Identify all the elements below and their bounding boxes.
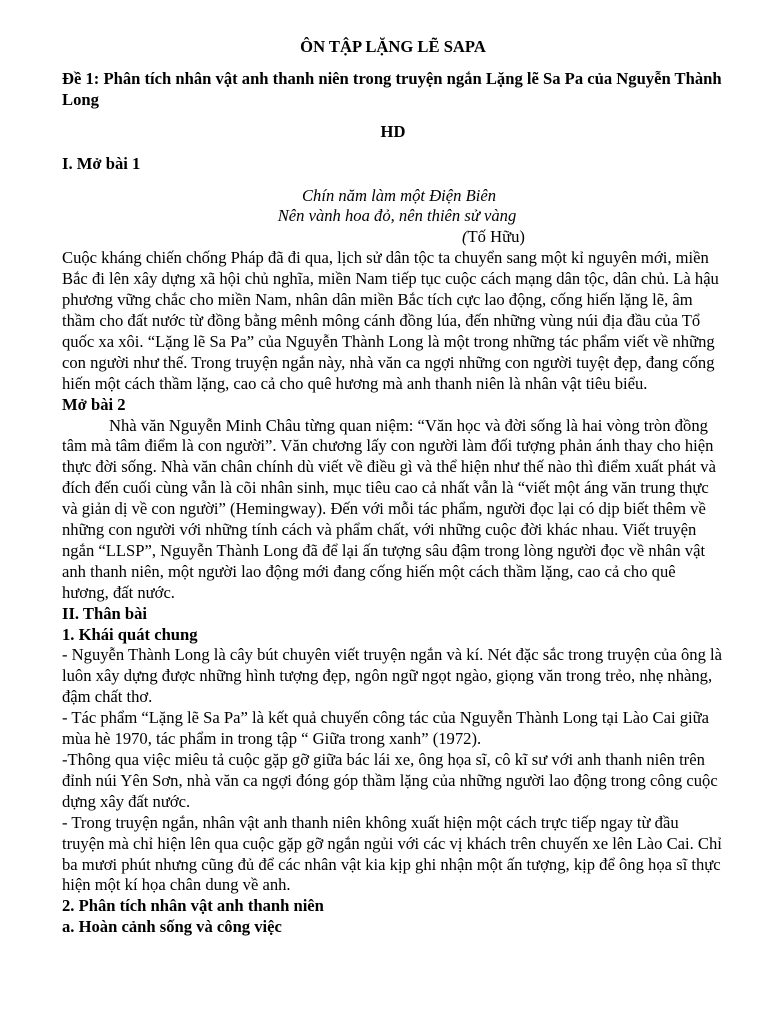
bullet-paragraph-1: - Nguyễn Thành Long là cây bút chuyên viết truyện ngắn và kí. Nét đặc sắc trong truyện của ông là luôn xây dựng được những hình tượng đẹp, ngôn ngữ ngọt ngào, giọng văn trong trẻo, nhẹ nhàng, đậm chất thơ. — [62, 645, 723, 707]
section-phan-tich-nhan-vat: 2. Phân tích nhân vật anh thanh niên — [62, 896, 324, 916]
poem-author — [62, 227, 724, 248]
hd-heading: HD — [380, 121, 406, 141]
section-khai-quat-chung: 1. Khái quát chung — [62, 624, 198, 644]
section-hoan-canh: a. Hoàn cảnh sống và công việc — [62, 917, 282, 937]
bullet-paragraph-2: - Tác phẩm “Lặng lẽ Sa Pa” là kết quả chuyến công tác của Nguyễn Thành Long tại Lào Cai giữa mùa hè 1970, tác phẩm in trong tập “ Giữa trong xanh” (1972). — [62, 708, 710, 749]
bullet-paragraph-4: - Trong truyện ngắn, nhân vật anh thanh niên không xuất hiện một cách trực tiếp ngay từ đầu truyện mà chỉ hiện lên qua cuộc gặp gỡ ngắn ngủi với các vị khách trên chuyến xe lên Lào Cai. Chỉ ba mươi phút nhưng cũng đủ để các nhân vật kia kịp ghi nhận một ấn tượng, kịp để ông họa sĩ thực hiện một kí họa chân dung về anh. — [62, 812, 722, 895]
bullet-paragraph-3: -Thông qua việc miêu tả cuộc gặp gỡ giữa bác lái xe, ông họa sĩ, cô kĩ sư với anh thanh niên trên đỉnh núi Yên Sơn, nhà văn ca ngợi đóng góp thầm lặng của những người lao động trong công cuộc dựng xây đất nước. — [62, 750, 718, 811]
poem-author-open-paren: ( — [462, 227, 468, 247]
section-mo-bai-1: I. Mở bài 1 — [62, 153, 141, 173]
topic-heading: Đề 1: Phân tích nhân vật anh thanh niên trong truyện ngắn Lặng lẽ Sa Pa của Nguyễn Thành Long — [62, 68, 722, 109]
section-than-bai: II. Thân bài — [62, 603, 148, 623]
poem-line-1: Chín năm làm một Điện Biên — [301, 185, 497, 205]
mo-bai-2-paragraph: Nhà văn Nguyễn Minh Châu từng quan niệm: “Văn học và đời sống là hai vòng tròn đồng tâm mà tâm điểm là con người”. Văn chương lấy con người làm đối tượng phản ánh thay cho hiện thực đời sống. Nhà văn chân chính dù viết về điều gì và thể hiện như thế nào thì điểm xuất phát và đích đến cuối cùng vẫn là cõi nhân sinh, mục tiêu cao cả nhất vẫn là “viết một áng văn trung thực và giản dị về con người” (Hemingway). Đến với mỗi tác phẩm, người đọc lại có dịp biết thêm về những con người với những tính cách và phẩm chất, với những cuộc đời khác nhau. Viết truyện ngắn “LLSP”, Nguyễn Thành Long đã để lại ấn tượng sâu đậm trong lòng người đọc về nhân vật anh thanh niên, một người lao động mới đang cống hiến một cách thầm lặng, cao cả cho quê hương, đất nước. — [62, 415, 716, 602]
poem-author-name: Tố Hữu) — [467, 227, 525, 247]
document-body — [62, 37, 724, 938]
poem-line-2: Nên vành hoa đỏ, nên thiên sử vàng — [277, 206, 517, 226]
poem-quote — [62, 186, 724, 249]
mo-bai-1-paragraph: Cuộc kháng chiến chống Pháp đã đi qua, lịch sử dân tộc ta chuyển sang một kỉ nguyên mới, miền Bắc đi lên xây dựng xã hội chủ nghĩa, miền Nam tiếp tục cuộc cách mạng dân tộc, dân chủ. Là hậu phương vững chắc cho miền Nam, nhân dân miền Bắc tích cực lao động, cống hiến lặng lẽ, âm thầm cho đất nước từ đồng bằng mênh mông cánh đồng lúa, đến những vùng núi địa đầu của Tổ quốc xa xôi. “Lặng lẽ Sa Pa” của Nguyễn Thành Long là một trong những tác phẩm viết về những con người như thế. Trong truyện ngắn này, nhà văn ca ngợi những con người tuyệt đẹp, đang cống hiến một cách thầm lặng, cao cả cho quê hương mà anh thanh niên là nhân vật tiêu biểu. — [62, 248, 719, 393]
section-mo-bai-2: Mở bài 2 — [62, 394, 126, 414]
document-title: ÔN TẬP LẶNG LẼ SAPA — [300, 37, 486, 56]
